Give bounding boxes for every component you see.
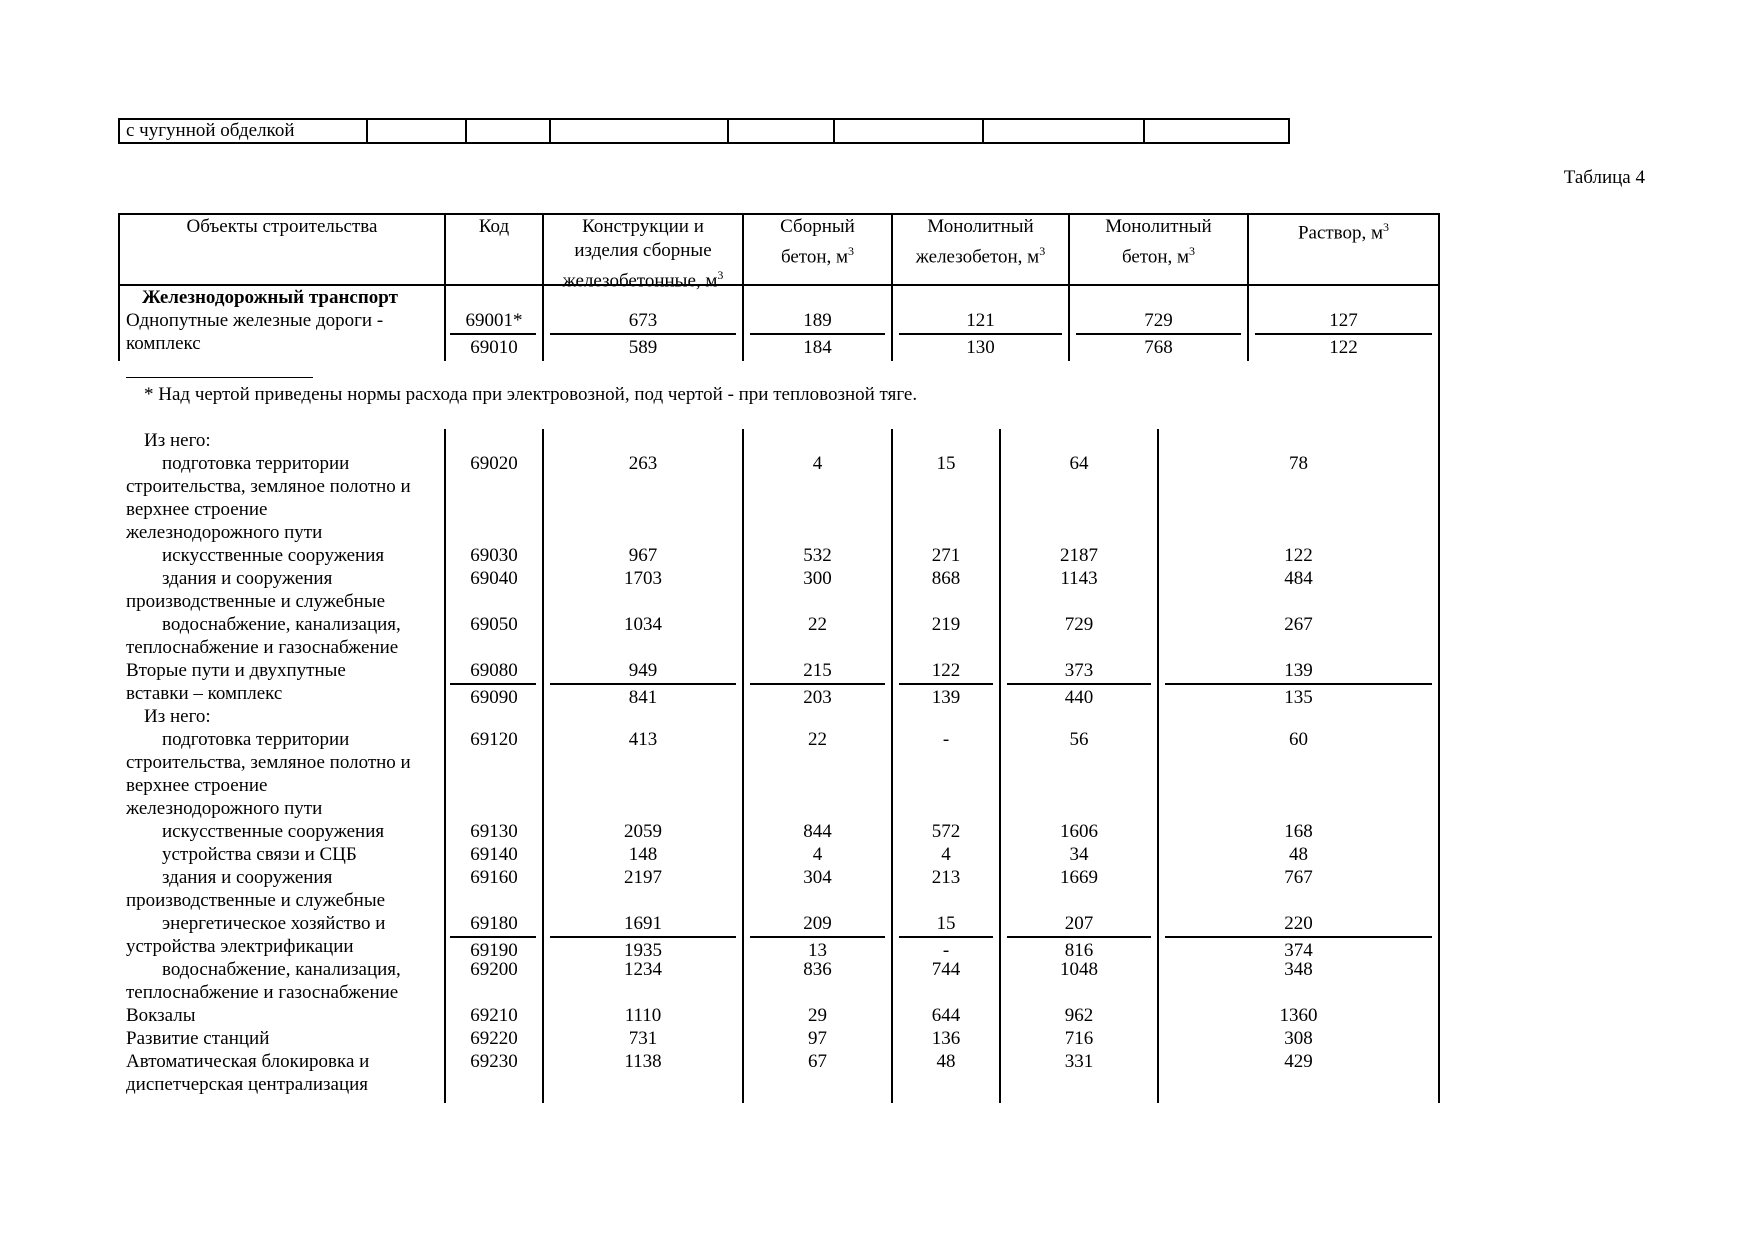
table-row [118, 820, 1440, 843]
table-row [118, 958, 1440, 981]
strip-cell [984, 120, 1144, 142]
column-divider [542, 429, 544, 1103]
table-row [118, 544, 1440, 567]
cell-value: 767 [1284, 867, 1313, 888]
cell-value: 168 [1284, 821, 1313, 842]
cell-value: 130 [966, 337, 995, 358]
cell-value: 300 [803, 568, 832, 589]
header-code: Код [478, 216, 510, 237]
cell-value: 1669 [1060, 867, 1098, 888]
cell-code: 69020 [470, 453, 518, 474]
table-row [118, 686, 1440, 709]
cell-value: 744 [931, 959, 961, 980]
row-label: устройства связи и СЦБ [162, 844, 357, 865]
cell-value: 135 [1284, 687, 1313, 708]
cell-code: 69001* [465, 310, 523, 331]
fraction-line [1255, 333, 1432, 335]
row-label: искусственные сооружения [162, 821, 385, 842]
cell-value: 304 [803, 867, 832, 888]
cell-value: 22 [808, 614, 827, 635]
strip-cell [551, 120, 729, 142]
row-label: вставки – комплекс [126, 683, 283, 704]
cell-code: 69010 [470, 337, 518, 358]
cell-value: 209 [803, 913, 832, 934]
cell-value: 207 [1064, 913, 1094, 934]
cell-value: 1143 [1060, 568, 1098, 589]
cell-value: 4 [812, 844, 823, 865]
column-divider [444, 429, 446, 1103]
previous-table-strip [118, 118, 1290, 144]
cell-value: 184 [803, 337, 832, 358]
unit-superscript: 3 [1383, 220, 1390, 234]
table-row [118, 866, 1440, 889]
header-line-text: железобетонные, м [562, 270, 718, 292]
header-precast [544, 215, 742, 293]
cell-value: 139 [1284, 660, 1313, 681]
row-label: строительства, земляное полотно и [126, 752, 411, 773]
row-label: Автоматическая блокировка и [126, 1051, 370, 1072]
cell-value: 484 [1284, 568, 1313, 589]
cell-code: 69050 [470, 614, 518, 635]
fraction-line [899, 936, 993, 938]
cell-value: 219 [931, 614, 961, 635]
cell-value: 215 [803, 660, 832, 681]
cell-value: 148 [628, 844, 658, 865]
cell-value: 413 [628, 729, 658, 750]
row-label: производственные и служебные [126, 890, 386, 911]
cell-value: 2059 [624, 821, 662, 842]
table-row [118, 1050, 1440, 1073]
fraction-line [1007, 936, 1151, 938]
row-label: Вокзалы [126, 1005, 196, 1026]
cell-code: 69190 [470, 940, 518, 961]
row-label: теплоснабжение и газоснабжение [126, 637, 399, 658]
strip-cell [1145, 120, 1289, 142]
strip-cell [729, 120, 835, 142]
cell-value: 34 [1069, 844, 1089, 865]
footnote: * Над чертой приведены нормы расхода при электровозной, под чертой - при тепловозной тяге. [144, 384, 918, 405]
cell-value: 729 [1144, 310, 1173, 331]
cell-value: 1360 [1279, 1005, 1318, 1026]
cell-code: 69030 [470, 545, 518, 566]
row-label: теплоснабжение и газоснабжение [126, 982, 399, 1003]
cell-value: 4 [941, 844, 951, 865]
row-label: искусственные сооружения [162, 545, 385, 566]
row-label: производственные и служебные [126, 591, 386, 612]
fraction-line [750, 936, 885, 938]
fraction-line [450, 333, 536, 335]
cell-value: 868 [931, 568, 961, 589]
row-label: Развитие станций [126, 1028, 270, 1049]
cell-value: 589 [628, 337, 658, 358]
cell-code: 69160 [470, 867, 518, 888]
table-row [118, 659, 1440, 682]
cell-value: 962 [1064, 1005, 1094, 1026]
cell-value: 4 [812, 453, 823, 474]
cell-value: 841 [628, 687, 658, 708]
header-line: Монолитный [1105, 216, 1212, 237]
cell-value: 189 [803, 310, 832, 331]
cell-value: 15 [936, 913, 956, 934]
cell-code: 69210 [470, 1005, 518, 1026]
column-divider [742, 429, 744, 1103]
header-line [893, 239, 1068, 269]
footnote-separator [126, 377, 313, 378]
column-divider [1157, 429, 1159, 1103]
strip-cell [835, 120, 984, 142]
cell-value: 836 [803, 959, 832, 980]
cell-value: 60 [1289, 729, 1308, 750]
cell-code: 69130 [470, 821, 518, 842]
cell-code: 69180 [470, 913, 518, 934]
fraction-line [450, 936, 536, 938]
header-monolithic-concrete [1070, 215, 1247, 269]
cell-value: 572 [931, 821, 961, 842]
header-line: Сборный [780, 216, 855, 237]
cell-value: 48 [1289, 844, 1308, 865]
cell-code: 69200 [470, 959, 518, 980]
table-row [118, 912, 1440, 935]
cell-value: 1703 [624, 568, 662, 589]
cell-value: - [942, 729, 950, 750]
header-line: Монолитный [927, 216, 1034, 237]
fraction-line [750, 683, 885, 685]
cell-code: 69230 [470, 1051, 518, 1072]
cell-code: 69090 [470, 687, 518, 708]
row-label: строительства, земляное полотно и [126, 476, 411, 497]
cell-code: 69080 [470, 660, 518, 681]
cell-value: 768 [1144, 337, 1173, 358]
cell-code: 69040 [470, 568, 518, 589]
table-caption: Таблица 4 [1563, 167, 1645, 188]
table-row [118, 567, 1440, 590]
row-label: здания и сооружения [162, 867, 333, 888]
cell-value: 97 [808, 1028, 827, 1049]
cell-value: 731 [628, 1028, 658, 1049]
row-label: водоснабжение, канализация, [162, 959, 401, 980]
cell-value: 56 [1069, 729, 1089, 750]
column-divider [999, 429, 1001, 1103]
row-label: подготовка территории [162, 453, 350, 474]
cell-code: 69220 [470, 1028, 518, 1049]
cell-code: 69140 [470, 844, 518, 865]
cell-value: 2197 [624, 867, 662, 888]
fraction-line [899, 683, 993, 685]
subheading: Из него: [144, 430, 211, 451]
cell-value: 1691 [624, 913, 662, 934]
header-line: изделия сборные [574, 240, 712, 261]
cell-value: 121 [966, 310, 995, 331]
cell-value: 308 [1284, 1028, 1313, 1049]
cell-value: 271 [931, 545, 961, 566]
cell-value: 729 [1064, 614, 1094, 635]
unit-superscript: 3 [1039, 244, 1046, 258]
cell-value: 673 [628, 310, 658, 331]
row-label: подготовка территории [162, 729, 350, 750]
cell-value: 331 [1064, 1051, 1094, 1072]
row-label: Однопутные железные дороги - [126, 310, 384, 331]
table-row [118, 1027, 1440, 1050]
cell-value: 716 [1064, 1028, 1094, 1049]
header-line [744, 239, 891, 269]
cell-value: 127 [1329, 310, 1358, 331]
table-row [118, 728, 1440, 751]
fraction-line [1165, 936, 1432, 938]
row-label: железнодорожного пути [126, 522, 323, 543]
cell-value: 220 [1284, 913, 1313, 934]
cell-value: 373 [1064, 660, 1094, 681]
cell-value: 29 [808, 1005, 827, 1026]
header-line [1249, 215, 1438, 245]
row-label: водоснабжение, канализация, [162, 614, 401, 635]
cell-value: 13 [808, 940, 827, 961]
fraction-line [550, 683, 736, 685]
cell-value: 1110 [624, 1005, 662, 1026]
cell-value: 440 [1064, 687, 1094, 708]
cell-value: 816 [1064, 940, 1094, 961]
unit-superscript: 3 [1189, 244, 1196, 258]
fraction-line [899, 333, 1062, 335]
table-row [118, 613, 1440, 636]
cell-value: 348 [1284, 959, 1313, 980]
header-line-text: железобетон, м [915, 246, 1040, 268]
fraction-line [750, 333, 885, 335]
table-row [118, 1004, 1440, 1027]
fraction-line [450, 683, 536, 685]
table-row [118, 843, 1440, 866]
fraction-line [1007, 683, 1151, 685]
header-line-text: Раствор, м [1297, 222, 1384, 244]
fraction-line [1076, 333, 1241, 335]
cell-value: 1935 [624, 940, 662, 961]
header-mortar [1249, 215, 1438, 245]
row-label: устройства электрификации [126, 936, 354, 957]
header-line [544, 263, 742, 293]
fraction-line [550, 333, 736, 335]
cell-value: 48 [936, 1051, 956, 1072]
cell-value: 267 [1284, 614, 1313, 635]
row-label: железнодорожного пути [126, 798, 323, 819]
header-line-text: бетон, м [1121, 246, 1190, 268]
cell-value: 844 [803, 821, 832, 842]
cell-value: - [942, 940, 950, 961]
cell-value: 1138 [624, 1051, 662, 1072]
table-row [118, 309, 1440, 332]
cell-code: 69120 [470, 729, 518, 750]
cell-value: 1234 [624, 959, 662, 980]
cell-value: 139 [931, 687, 961, 708]
table-4 [118, 213, 1440, 1103]
unit-superscript: 3 [717, 268, 724, 282]
cell-value: 67 [808, 1051, 827, 1072]
row-label: Вторые пути и двухпутные [126, 660, 346, 681]
cell-value: 949 [628, 660, 658, 681]
table-row [118, 452, 1440, 475]
cell-value: 1606 [1060, 821, 1098, 842]
cell-value: 967 [628, 545, 658, 566]
fraction-line [550, 936, 736, 938]
strip-cell-label: с чугунной обделкой [120, 120, 368, 142]
cell-value: 64 [1069, 453, 1089, 474]
cell-value: 122 [1284, 545, 1313, 566]
section-title: Железнодорожный транспорт [142, 287, 398, 308]
cell-value: 2187 [1060, 545, 1098, 566]
header-line [1070, 239, 1247, 269]
cell-value: 1034 [624, 614, 662, 635]
cell-value: 22 [808, 729, 827, 750]
cell-value: 15 [936, 453, 956, 474]
strip-cell [467, 120, 551, 142]
cell-value: 374 [1284, 940, 1313, 961]
header-line: Конструкции и [582, 216, 704, 237]
header-line-text: бетон, м [780, 246, 849, 268]
table-row [118, 336, 1440, 359]
row-label: энергетическое хозяйство и [162, 913, 386, 934]
cell-value: 78 [1289, 453, 1308, 474]
cell-value: 213 [931, 867, 961, 888]
cell-value: 429 [1284, 1051, 1313, 1072]
cell-value: 532 [803, 545, 832, 566]
unit-superscript: 3 [848, 244, 855, 258]
fraction-line [1165, 683, 1432, 685]
row-label: верхнее строение [126, 775, 268, 796]
column-divider [891, 429, 893, 1103]
header-monolithic-rc [893, 215, 1068, 269]
row-label: здания и сооружения [162, 568, 333, 589]
row-label: комплекс [126, 333, 201, 354]
cell-value: 263 [628, 453, 658, 474]
cell-value: 203 [803, 687, 832, 708]
cell-value: 122 [931, 660, 961, 681]
cell-value: 644 [931, 1005, 961, 1026]
row-label: верхнее строение [126, 499, 268, 520]
cell-value: 122 [1329, 337, 1358, 358]
cell-value: 1048 [1060, 959, 1098, 980]
header-precast-concrete [744, 215, 891, 269]
cell-value: 136 [931, 1028, 961, 1049]
strip-cell [368, 120, 467, 142]
row-label: диспетчерская централизация [126, 1074, 369, 1095]
subheading: Из него: [144, 706, 211, 727]
header-objects: Объекты строительства [186, 216, 378, 237]
